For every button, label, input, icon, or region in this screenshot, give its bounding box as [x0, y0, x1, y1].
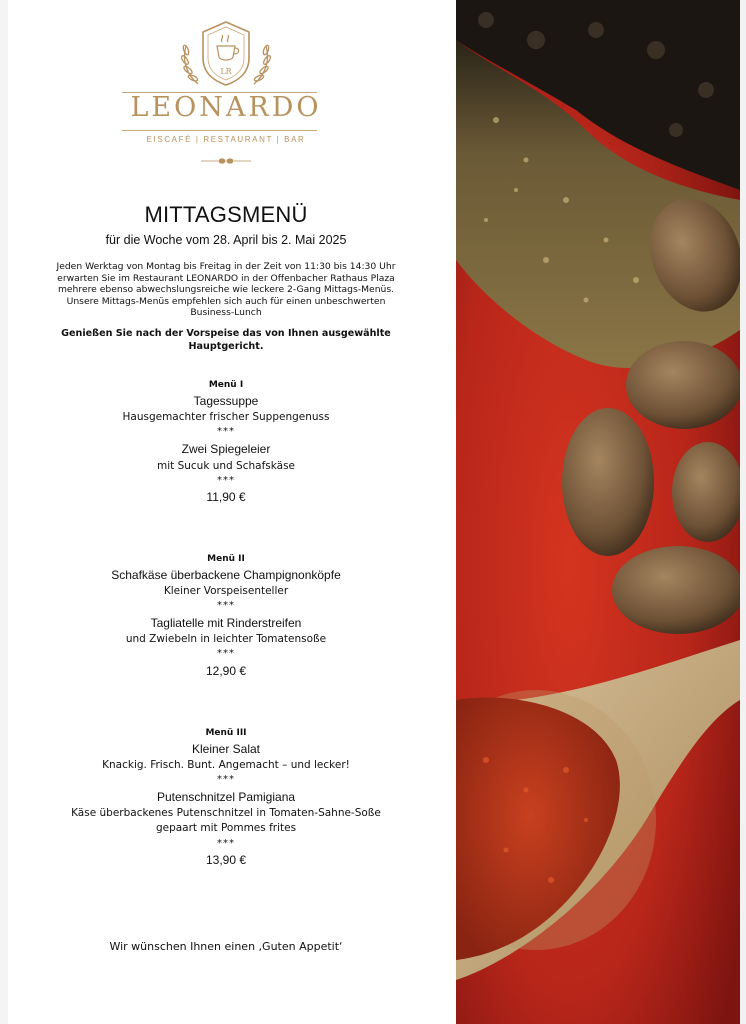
menu-2-main-desc: und Zwiebeln in leichter Tomatensoße [125, 633, 327, 645]
menu-3-main-desc-2: gepaart mit Pommes frites [155, 822, 297, 834]
menu-3-price: 13,90 € [205, 853, 247, 867]
menu-3-starter: Kleiner Salat [191, 742, 261, 756]
menu-1-main: Zwei Spiegeleier [181, 442, 271, 456]
laurel-left-icon [180, 45, 198, 84]
restaurant-logo [8, 18, 444, 94]
menu-3-main: Putenschnitzel Pamigiana [156, 790, 296, 804]
coffee-beans-icon [201, 151, 251, 170]
menu-2-separator-2: *** [217, 648, 235, 659]
menu-1-price: 11,90 € [206, 490, 246, 504]
menu-1-main-desc: mit Sucuk und Schafskäse [156, 460, 296, 472]
intro-text: Jeden Werktag von Montag bis Freitag in der Zeit von 11:30 bis 14:30 Uhr erwarten Sie im Restaurant LEONARDO in der Offenbacher Rathaus Plaza mehrere ebenso abwechslungsreiche wie leckere 2-Gang Mittags-Menüs. Unsere Mittags-Menüs empfehlen sich auch für einen unbeschwerten Business-Lunch [56, 261, 396, 319]
menu-page [8, 0, 456, 1024]
menu-1-separator-2: *** [217, 475, 235, 486]
menu-1-starter: Tagessuppe [193, 394, 259, 408]
brand-rule-bottom [122, 130, 317, 131]
page-title: MITTAGSMENÜ [144, 202, 308, 227]
menu-2-starter-desc: Kleiner Vorspeisenteller [163, 585, 289, 597]
coffee-cup-icon [217, 35, 239, 60]
crest-initials: LR [220, 67, 232, 76]
menu-1-separator: *** [217, 426, 235, 437]
menu-3-starter-desc: Knackig. Frisch. Bunt. Angemacht – und lecker! [102, 759, 350, 771]
intro-note: Genießen Sie nach der Vorspeise das von Ihnen ausgewählte Hauptgericht. [61, 328, 391, 352]
brand-tagline: EISCAFÉ | RESTAURANT | BAR [146, 135, 306, 144]
laurel-right-icon [254, 45, 272, 84]
brand-name: LEONARDO [130, 92, 322, 123]
menu-1-starter-desc: Hausgemachter frischer Suppengenuss [122, 411, 330, 423]
menu-3-main-desc: Käse überbackenes Putenschnitzel in Tomaten-Sahne-Soße [71, 807, 381, 819]
menu-1-heading: Menü I [208, 380, 244, 390]
menu-3-separator: *** [217, 774, 235, 785]
menu-2-starter: Schafkäse überbackene Champignonköpfe [111, 568, 341, 582]
closing-greeting: Wir wünschen Ihnen einen ‚Guten Appetit‘ [109, 940, 343, 953]
menu-2-main: Tagliatelle mit Rinderstreifen [150, 616, 302, 630]
menu-2-separator: *** [217, 600, 235, 611]
spices-photo [456, 0, 740, 1024]
page-edge [740, 0, 746, 1024]
menu-2-price: 12,90 € [205, 664, 247, 678]
menu-3-heading: Menü III [205, 728, 247, 738]
menu-3-separator-2: *** [217, 838, 235, 849]
week-subtitle: für die Woche vom 28. April bis 2. Mai 2025 [105, 233, 347, 247]
menu-2-heading: Menü II [207, 554, 245, 564]
